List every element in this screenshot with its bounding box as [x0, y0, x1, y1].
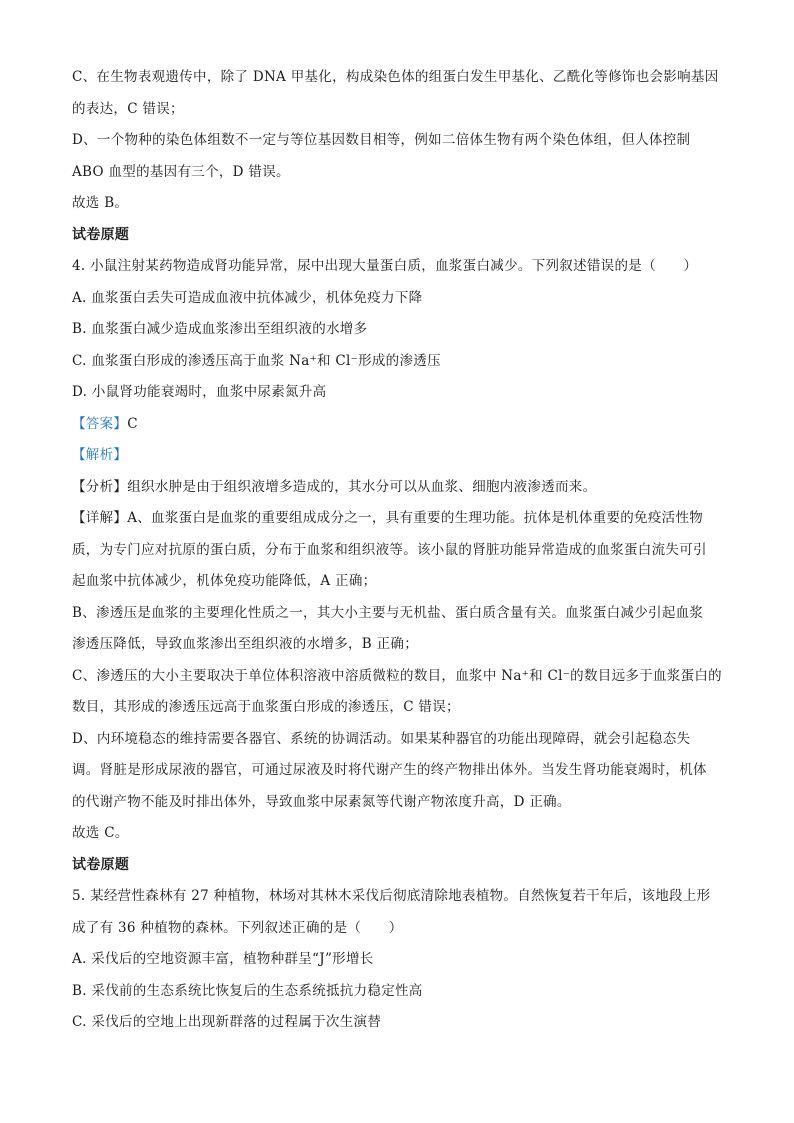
explanation-line: D、内环境稳态的维持需要各器官、系统的协调活动。如果某种器官的功能出现障碍，就会引起稳态失: [72, 730, 691, 747]
text-line: C、在生物表观遗传中，除了 DNA 甲基化，构成染色体的组蛋白发生甲基化、乙酰化等修饰也会影响基因: [72, 69, 719, 85]
answer-line: [72, 409, 722, 441]
option-c: C. 采伐后的空地上出现新群落的过程属于次生演替: [72, 1014, 382, 1030]
option-d: D. 小鼠肾功能衰竭时，血浆中尿素氮升高: [72, 384, 327, 400]
explanation-line: B、渗透压是血浆的主要理化性质之一，其大小主要与无机盐、蛋白质含量有关。血浆蛋白减少引起血浆: [72, 604, 704, 621]
explanation-line: 故选 C。: [72, 825, 129, 841]
text-line: 的表达，C 错误；: [72, 100, 184, 117]
option-a: A. 采伐后的空地资源丰富，植物种群呈“J”形增长: [72, 951, 374, 967]
document-page: [72, 62, 722, 1039]
text-line: D、一个物种的染色体组数不一定与等位基因数目相等，例如二倍体生物有两个染色体组，但人体控制: [72, 132, 691, 148]
answer-tag: 【答案】: [72, 415, 128, 432]
section-heading: 试卷原题: [72, 226, 130, 243]
option-b: B. 采伐前的生态系统比恢复后的生态系统抵抗力稳定性高: [72, 982, 423, 999]
analysis-summary: 【分析】组织水肿是由于组织液增多造成的，其水分可以从血浆、细胞内液渗透而来。: [72, 478, 597, 495]
explanation-line: 质，为专门应对抗原的蛋白质，分布于血浆和组织液等。该小鼠的肾脏功能异常造成的血浆蛋白流失可引: [72, 541, 707, 558]
explanation-line: 的代谢产物不能及时排出体外，导致血浆中尿素氮等代谢产物浓度升高，D 正确。: [72, 793, 571, 810]
question-stem: 4. 小鼠注射某药物造成肾功能异常，尿中出现大量蛋白质，血浆蛋白减少。下列叙述错误的是（ ）: [72, 258, 698, 274]
text-line: ABO 血型的基因有三个，D 错误。: [72, 163, 290, 180]
explanation-line: 调。肾脏是形成尿液的器官，可通过尿液及时将代谢产生的终产物排出体外。当发生肾功能衰竭时，机体: [72, 762, 707, 778]
explanation-line: C、渗透压的大小主要取决于单位体积溶液中溶质微粒的数目，血浆中 Na⁺和 Cl⁻的数目远多于血浆蛋白的: [72, 667, 722, 684]
explanation-line: 数目，其形成的渗透压远高于血浆蛋白形成的渗透压，C 错误；: [72, 699, 460, 715]
option-c: C. 血浆蛋白形成的渗透压高于血浆 Na⁺和 Cl⁻形成的渗透压: [72, 352, 441, 369]
explanation-line: 【详解】A、血浆蛋白是血浆的重要组成成分之一，具有重要的生理功能。抗体是机体重要的免疫活性物: [72, 510, 704, 526]
option-b: B. 血浆蛋白减少造成血浆渗出至组织液的水增多: [72, 321, 368, 337]
text-line: 故选 B。: [72, 195, 129, 211]
question-stem: 成了有 36 种植物的森林。下列叙述正确的是（ ）: [72, 919, 403, 936]
question-stem: 5. 某经营性森林有 27 种植物，林场对其林木采伐后彻底清除地表植物。自然恢复若干年后，该地段上形: [72, 888, 711, 904]
answer-value: C: [127, 415, 138, 432]
option-a: A. 血浆蛋白丢失可造成血液中抗体减少，机体免疫力下降: [72, 289, 423, 306]
explanation-line: 渗透压降低，导致血浆渗出至组织液的水增多，B 正确；: [72, 636, 419, 652]
analysis-line: [72, 440, 722, 472]
explanation-line: 起血浆中抗体减少，机体免疫功能降低，A 正确；: [72, 573, 377, 589]
section-heading: 试卷原题: [72, 856, 130, 873]
analysis-tag: 【解析】: [72, 447, 128, 463]
